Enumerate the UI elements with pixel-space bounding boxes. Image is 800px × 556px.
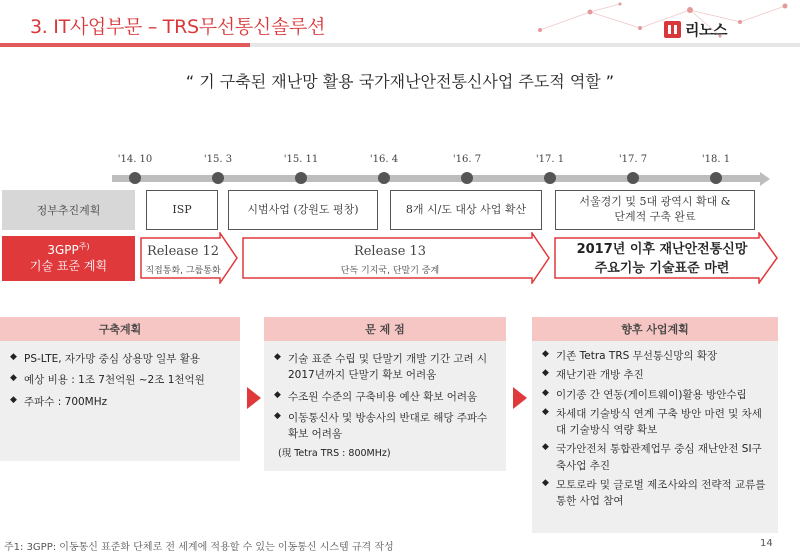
timeline-date: '14. 10 [117, 154, 153, 165]
gov-item-completion: 서울경기 및 5대 광역시 확대 & 단계적 구축 완료 [555, 190, 755, 230]
gov-item-expansion: 8개 시/도 대상 사업 확산 [390, 190, 542, 230]
headline-quote: “ 기 구축된 재난망 활용 국가재난안전통신사업 주도적 역할 ” [185, 72, 615, 91]
list-item: ◆ PS-LTE, 자가망 중심 상용망 일부 활용 [10, 351, 230, 367]
page-title: 3. IT사업부문 – TRS무선통신솔루션 [30, 16, 326, 38]
timeline-dot [544, 172, 556, 184]
row-label-3gpp [2, 236, 135, 281]
timeline-dot [627, 172, 639, 184]
timeline-dot [461, 172, 473, 184]
list-item: ◆ 기술 표준 수립 및 단말기 개발 기간 고려 시 2017년까지 단말기 확보 어려움 [274, 351, 496, 384]
logo-text: 리노스 [685, 21, 727, 39]
timeline-dot [710, 172, 722, 184]
page-number: 14 [760, 538, 773, 549]
company-logo [664, 19, 727, 40]
timeline-date: '15. 3 [203, 154, 233, 165]
list-item: ◆ 모토로라 및 글로벌 제조사와의 전략적 교류를 통한 사업 참여 [542, 477, 768, 510]
timeline-date: '16. 4 [369, 154, 399, 165]
logo-mark-icon [664, 21, 681, 38]
section-future-plan-header: 향후 사업계획 [532, 317, 778, 341]
row-3gpp-line2: 기술 표준 계획 [29, 259, 108, 273]
list-item: ◆ 차세대 기술방식 연계 구축 방안 마련 및 차세대 기술방식 역량 확보 [542, 406, 768, 439]
timeline-dot [378, 172, 390, 184]
release-13-sub: 단독 기지국, 단말기 중계 [340, 266, 440, 276]
gov-item-pilot: 시범사업 (강원도 평창) [228, 190, 378, 230]
timeline-date: '15. 11 [283, 154, 319, 165]
release-12-title: Release 12 [146, 244, 220, 259]
flow-arrow-icon [247, 387, 261, 409]
timeline-date: '18. 1 [701, 154, 731, 165]
row-3gpp-line1: $3GPP^{주)}$ [47, 242, 90, 258]
timeline-date: '17. 7 [618, 154, 648, 165]
timeline-dot [129, 172, 141, 184]
release-13-arrow [242, 232, 550, 284]
row-label-government-plan: 정부추진계획 [2, 190, 135, 230]
release-12-sub: 직접통화, 그룹통화 [145, 266, 221, 276]
section-build-plan-header: 구축계획 [0, 317, 240, 341]
timeline-date: '16. 7 [452, 154, 482, 165]
timeline-dot [212, 172, 224, 184]
release-12-arrow [140, 232, 238, 284]
section-problems-header: 문 제 점 [264, 317, 506, 341]
timeline-arrowhead [760, 172, 770, 186]
post-2017-text: 2017년 이후 재난안전통신망 주요기능 기술표준 마련 [576, 242, 748, 276]
list-item: ◆ 국가안전처 통합관제업무 중심 재난안전 SI구축사업 추진 [542, 441, 768, 474]
list-item: ◆ 예상 비용 : 1조 7천억원 ~2조 1천억원 [10, 372, 230, 388]
list-item: ◆ 재난기관 개방 추진 [542, 367, 768, 383]
list-item: ◆ 수조원 수준의 구축비용 예산 확보 어려움 [274, 389, 496, 405]
list-item: ◆ 이동통신사 및 방송사의 반대로 해당 주파수 확보 어려움 [274, 410, 496, 443]
section-future-plan-body [532, 341, 778, 533]
timeline-date: '17. 1 [535, 154, 565, 165]
list-item: ◆ 기존 Tetra TRS 무선통신망의 확장 [542, 348, 768, 364]
post-2017-arrow [554, 232, 778, 284]
list-item: ◆ 주파수 : 700MHz [10, 394, 230, 410]
section-build-plan-body [0, 341, 240, 461]
timeline-bar [112, 175, 762, 182]
timeline-dot [295, 172, 307, 184]
section-problems-body [264, 341, 506, 471]
gov-item-isp: ISP [146, 190, 218, 230]
flow-arrow-icon [513, 387, 527, 409]
footnote: 주1: 3GPP: 이동통신 표준화 단체로 전 세계에 적용할 수 있는 이동통신 시스템 규격 작성 [4, 542, 394, 553]
release-13-title: Release 13 [353, 244, 427, 259]
frequency-note: (現 Tetra TRS : 800MHz) [278, 448, 391, 460]
title-divider-accent [0, 43, 250, 47]
list-item: ◆ 이기종 간 연동(게이트웨이)활용 방안수립 [542, 387, 768, 403]
network-decoration [520, 0, 800, 45]
